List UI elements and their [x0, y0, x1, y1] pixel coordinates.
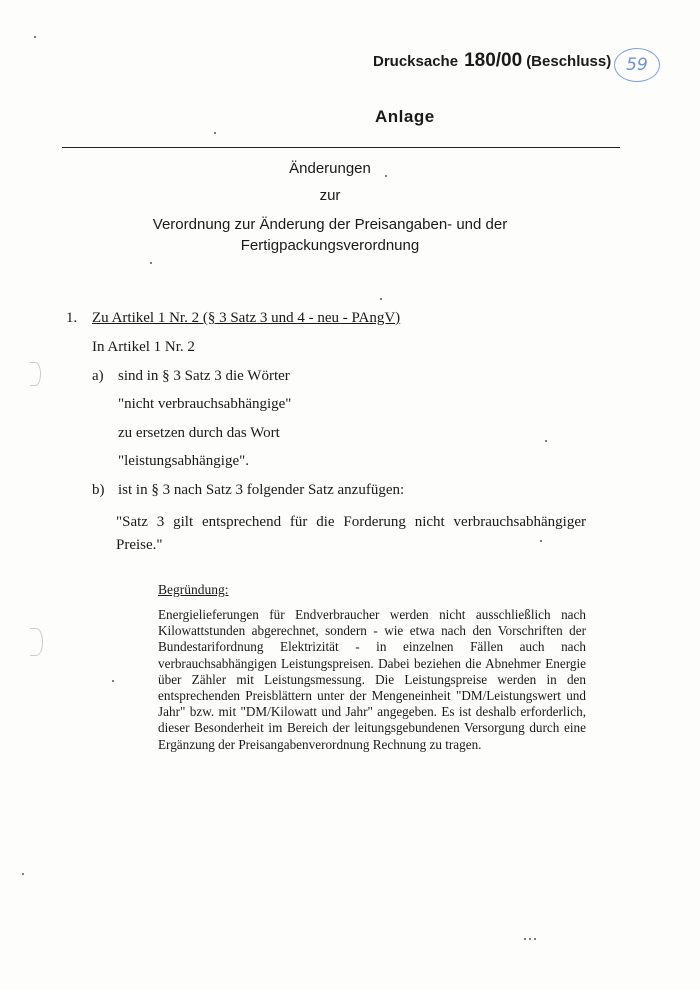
drucksache-label: Drucksache	[373, 53, 459, 70]
title-line-1: Änderungen	[289, 160, 371, 177]
sub-a-middle: zu ersetzen durch das Wort	[118, 425, 280, 441]
drucksache-number: 180/00	[464, 50, 523, 71]
begruendung-text: Energielieferungen für Endverbraucher werden nicht ausschließlich nach Kilowattstunden abgerechnet, sondern - wie etwa nach den Vorschriften der Bundestarifordnung Elektrizität - in einzelnen Fällen auch nach verbrauchsabhängigen Leistungspreisen. Dabei beziehen die Abnehmer Energie über Zähler mit Leistungsmessung. Die Leistungspreise werden in den entsprechenden Preisblättern unter der Mengeneinheit "DM/Leistungswert und Jahr" bzw. mit "DM/Kilowatt und Jahr" angegeben. Es ist deshalb erforderlich, dieser Besonderheit im Bereich der leitungsgebundenen Versorgung durch eine Ergänzung der Preisangabenverordnung Rechnung zu tragen.	[158, 607, 586, 752]
header-divider	[62, 147, 620, 148]
page-stamp	[614, 48, 660, 82]
scan-speck	[112, 680, 114, 682]
scan-speck	[524, 938, 526, 940]
scan-speck	[150, 262, 152, 264]
sub-b-label: b)	[92, 482, 105, 498]
scan-speck	[534, 938, 536, 940]
document-header	[373, 50, 611, 72]
scan-speck	[545, 440, 547, 442]
sub-b-quote: "Satz 3 gilt entsprechend für die Forderung nicht verbrauchsabhängiger Preise."	[116, 514, 586, 553]
begruendung-title: Begründung:	[158, 582, 229, 597]
sub-a-text: sind in § 3 Satz 3 die Wörter	[118, 368, 290, 384]
scan-speck	[214, 132, 216, 134]
anlage-heading: Anlage	[375, 107, 435, 126]
scan-artifact	[30, 628, 43, 656]
scan-speck	[385, 175, 387, 177]
stamp-number: 59	[626, 55, 648, 75]
title-line-4: Fertigpackungsverordnung	[240, 237, 420, 254]
item-number: 1.	[66, 310, 78, 326]
sub-a-quote-1: "nicht verbrauchsabhängige"	[118, 396, 292, 412]
sub-a-quote-2: "leistungsabhängige".	[118, 453, 249, 469]
scan-speck	[540, 540, 542, 542]
sub-b-text: ist in § 3 nach Satz 3 folgender Satz anzufügen:	[118, 482, 405, 498]
drucksache-suffix: (Beschluss)	[526, 53, 612, 70]
scan-speck	[34, 36, 36, 38]
scan-speck	[22, 873, 24, 875]
scan-artifact	[30, 362, 41, 386]
item-intro: In Artikel 1 Nr. 2	[92, 339, 195, 355]
sub-a-label: a)	[92, 368, 104, 384]
scan-speck	[529, 938, 531, 940]
title-line-3: Verordnung zur Änderung der Preisangaben- und der	[152, 216, 508, 233]
scan-speck	[380, 298, 382, 300]
title-line-2: zur	[319, 187, 341, 204]
item-heading: Zu Artikel 1 Nr. 2 (§ 3 Satz 3 und 4 - neu - PAngV)	[92, 310, 401, 326]
